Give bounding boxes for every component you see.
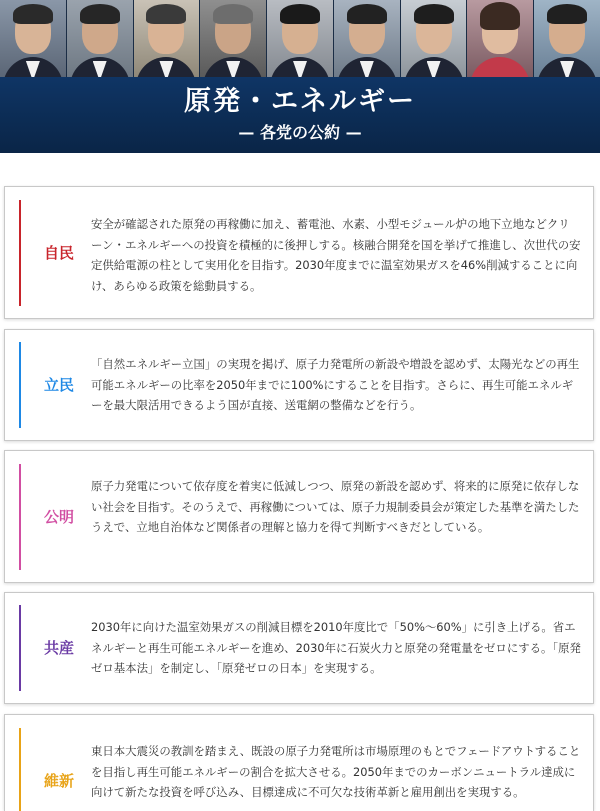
party-policy-text: 2030年に向けた温室効果ガスの削減目標を2010年度比で「50%～60%」に引き上げる。省エネルギーと再生可能エネルギーを進め、2030年に石炭火力と原発の発電量をゼロにする。「原発ゼロ基本法」を制定し、「原発ゼロの日本」を実現する。 — [91, 620, 581, 675]
leader-photo — [67, 0, 134, 77]
party-card-rikken — [4, 329, 594, 441]
leader-photo — [467, 0, 534, 77]
header-banner — [0, 0, 600, 153]
party-accent-bar — [19, 728, 21, 811]
page-title: 原発・エネルギー — [184, 86, 416, 117]
title-band — [0, 77, 600, 153]
leader-photo — [534, 0, 600, 77]
party-accent-bar — [19, 464, 21, 570]
party-accent-bar — [19, 200, 21, 306]
party-name: 共産 — [43, 639, 74, 657]
leader-photo — [267, 0, 334, 77]
party-name: 維新 — [43, 772, 74, 790]
party-card-kyosan — [4, 592, 594, 704]
party-card-jimin — [4, 186, 594, 319]
party-leaders-photo-strip — [0, 0, 600, 77]
party-name: 公明 — [43, 508, 74, 526]
party-name: 自民 — [43, 244, 74, 262]
party-card-komei — [4, 450, 594, 583]
party-policy-text: 「自然エネルギー立国」の実現を掲げ、原子力発電所の新設や増設を認めず、太陽光などの再生可能エネルギーの比率を2050年までに100%にすることを目指す。さらに、再生可能エネルギーを最大限活用できるよう国が直接、送電網の整備などを行う。 — [91, 357, 580, 412]
party-card-ishin — [4, 714, 594, 811]
leader-photo — [334, 0, 401, 77]
party-accent-bar — [19, 342, 21, 428]
party-accent-bar — [19, 605, 21, 691]
leader-photo — [200, 0, 267, 77]
party-policy-text: 東日本大震災の教訓を踏まえ、既設の原子力発電所は市場原理のもとでフェードアウトすることを目指し再生可能エネルギーの割合を拡大させる。2050年までのカーボンニュートラル達成に向けて新たな投資を呼び込み、目標達成に不可欠な技術革新と雇用創出を実現する。 — [91, 744, 581, 799]
party-policy-text: 安全が確認された原発の再稼働に加え、蓄電池、水素、小型モジュール炉の地下立地などクリーン・エネルギーへの投資を積極的に後押しする。核融合開発を国を挙げて推進し、次世代の安定供給電源の柱として実用化を目指す。2030年度までに温室効果ガスを46%削減することに向け、あらゆる政策を総動員する。 — [91, 217, 581, 293]
leader-photo — [134, 0, 201, 77]
leader-photo — [0, 0, 67, 77]
page-subtitle: — 各党の公約 — — [238, 123, 362, 142]
party-policy-text: 原子力発電について依存度を着実に低減しつつ、原発の新設を認めず、将来的に原発に依存しない社会を目指す。そのうえで、再稼働については、原子力規制委員会が策定した基準を満たしたうえで、立地自治体など関係者の理解と協力を得て判断すべきだとしている。 — [91, 479, 580, 534]
party-name: 立民 — [43, 376, 74, 394]
leader-photo — [401, 0, 468, 77]
